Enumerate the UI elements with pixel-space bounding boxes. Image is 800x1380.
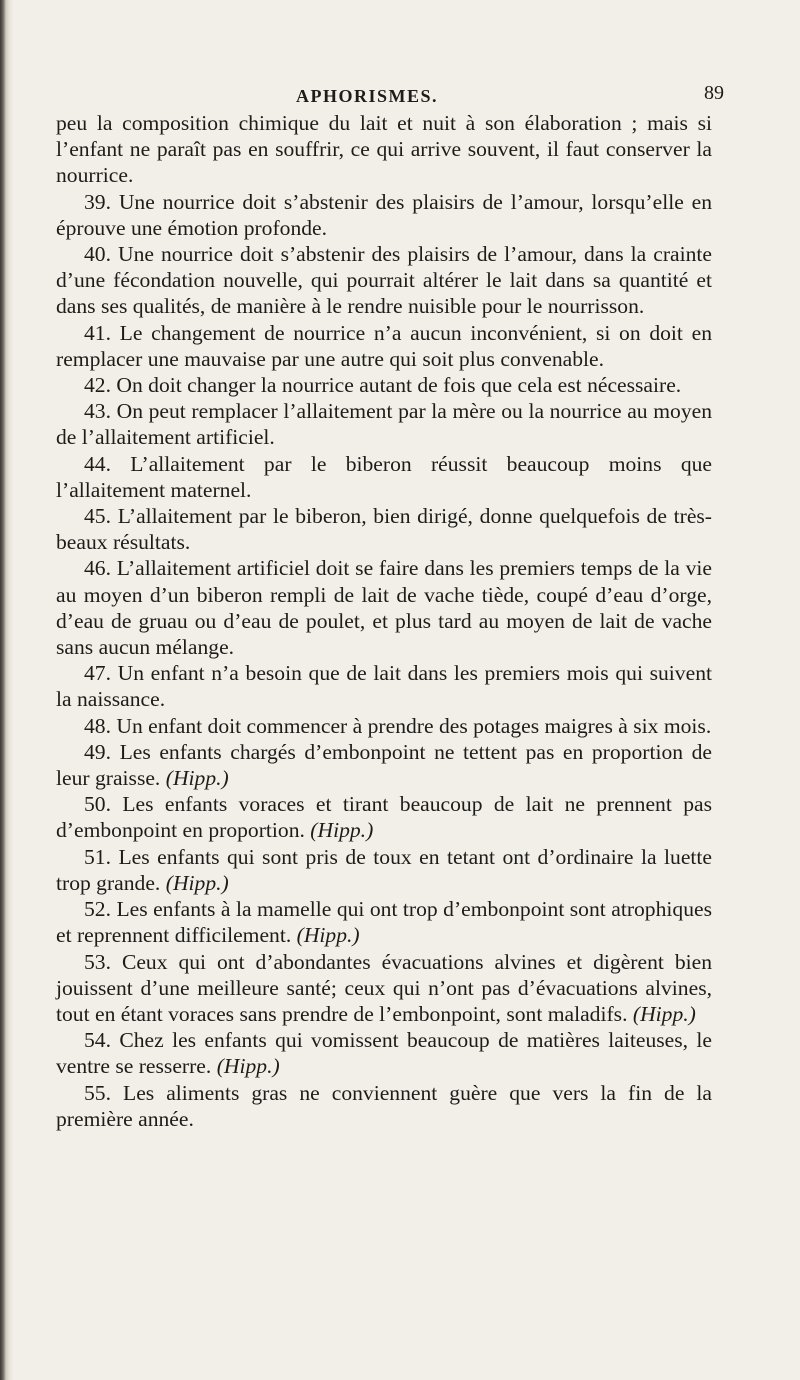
citation-ref: (Hipp.) [165,870,229,895]
aphorism-48: 48. Un enfant doit commencer à prendre des potages maigres à six mois. [84,713,712,738]
aphorism-44: 44. L’allaitement par le biberon réussit beaucoup moins que l’allaitement maternel. [56,451,712,502]
aphorism-43: 43. On peut remplacer l’allaitement par la mère ou la nourrice au moyen de l’allaitement artificiel. [56,399,712,450]
aphorism-55: 55. Les aliments gras ne conviennent guère que vers la fin de la première année. [56,1080,712,1131]
aphorism-39: 39. Une nourrice doit s’abstenir des plaisirs de l’amour, lorsqu’elle en éprouve une émotion profonde. [56,189,712,240]
paragraph-continuation: peu la composition chimique du lait et nuit à son élaboration ; mais si l’enfant ne paraît pas en souffrir, ce qui arrive souvent, il faut conserver la nourrice. [56,111,712,188]
aphorism-40: 40. Une nourrice doit s’abstenir des plaisirs de l’amour, dans la crainte d’une fécondation nouvelle, qui pourrait altérer le lait dans sa quantité et dans ses qualités, de manière à le rendre nuisible pour le nourrisson. [56,242,712,319]
aphorism-46: 46. L’allaitement artificiel doit se faire dans les premiers temps de la vie au moyen d’un biberon rempli de lait de vache tiède, coupé d’eau d’orge, d’eau de gruau ou d’eau de poulet, et plus tard au moyen de lait de vache sans aucun mélange. [56,556,712,660]
aphorism-41: 41. Le changement de nourrice n’a aucun inconvénient, si on doit en remplacer une mauvaise par une autre qui soit plus convenable. [56,320,712,371]
aphorism-53: 53. Ceux qui ont d’abondantes évacuations alvines et digèrent bien jouissent d’une meilleure santé; ceux qui n’ont pas d’évacuations alvines, tout en étant voraces sans prendre de l’embonpoint, sont maladifs. (Hipp.) [56,949,712,1026]
page-number: 89 [704,82,724,104]
aphorism-49: 49. Les enfants chargés d’embonpoint ne tettent pas en proportion de leur graisse. (Hipp.) [56,739,712,791]
citation-ref: (Hipp.) [310,818,374,843]
body-text [56,110,712,1132]
book-page [56,78,724,1132]
aphorism-50: 50. Les enfants voraces et tirant beaucoup de lait ne prennent pas d’embonpoint en proportion. (Hipp.) [56,792,712,843]
aphorism-47: 47. Un enfant n’a besoin que de lait dans les premiers mois qui suivent la naissance. [56,661,712,712]
aphorism-51: 51. Les enfants qui sont pris de toux en tetant ont d’ordinaire la luette trop grande. (Hipp.) [56,844,712,895]
page-binding-edge [0,0,14,1380]
citation-ref: (Hipp.) [296,923,360,948]
running-head: APHORISMES. [296,86,439,106]
citation-ref: (Hipp.) [632,1001,696,1026]
aphorism-54: 54. Chez les enfants qui vomissent beaucoup de matières laiteuses, le ventre se resserre. (Hipp.) [56,1028,712,1079]
aphorism-45: 45. L’allaitement par le biberon, bien dirigé, donne quelquefois de très-beaux résultats. [56,504,712,555]
citation-ref: (Hipp.) [216,1054,280,1079]
aphorism-42: 42. On doit changer la nourrice autant de fois que cela est nécessaire. [84,373,682,398]
page-header [56,78,724,108]
citation-ref: (Hipp.) [165,766,229,791]
aphorism-52: 52. Les enfants à la mamelle qui ont trop d’embonpoint sont atrophiques et reprennent difficilement. (Hipp.) [56,897,712,948]
